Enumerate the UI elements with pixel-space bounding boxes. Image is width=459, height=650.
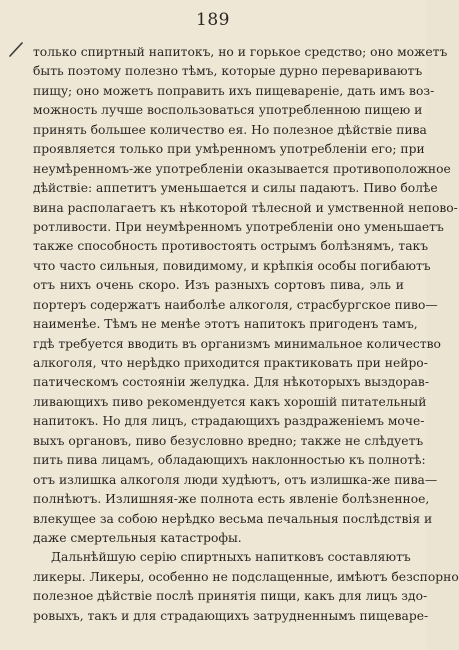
text-line: отъ нихъ очень скоро. Изъ разныхъ сортовъ пива, эль и (33, 278, 404, 293)
text-line: также способность противостоять острымъ болѣзнямъ, такъ (33, 239, 429, 254)
text-line: ровыхъ, такъ и для страдающихъ затрудненнымъ пищеваре- (33, 608, 429, 623)
text-line: напитокъ. Но для лицъ, страдающихъ раздраженіемъ моче- (33, 414, 425, 429)
page-number: 189 (196, 10, 230, 30)
text-line: принять большее количество ея. Но полезное дѣйствіе пива (33, 122, 427, 137)
text-line: ливающихъ пиво рекомендуется какъ хорошій питательный (33, 394, 427, 409)
text-line: наименѣе. Тѣмъ не менѣе этотъ напитокъ пригоденъ тамъ, (33, 317, 418, 332)
text-line: выхъ органовъ, пиво безусловно вредно; также не слѣдуетъ (33, 433, 424, 448)
text-line: только спиртный напитокъ, но и горькое средство; оно можетъ (33, 45, 448, 59)
text-line: полезное дѣйствіе послѣ принятія пищи, какъ для лицъ здо- (33, 589, 428, 604)
text-line: портеръ содержатъ наиболѣе алкоголя, страсбургское пиво— (33, 297, 438, 312)
text-line: быть поэтому полезно тѣмъ, которые дурно перевариваютъ (33, 64, 423, 79)
text-line: неумѣренномъ-же употребленіи оказывается противоположное (33, 161, 451, 176)
text-line: что часто сильныя, повидимому, и крѣпкія особы погибаютъ (33, 258, 431, 273)
text-line: пищу; оно можетъ поправить ихъ пищевареніе, дать имъ воз- (33, 83, 435, 98)
text-line: пить пива лицамъ, обладающихъ наклонностью къ полнотѣ: (33, 453, 426, 468)
text-line: дѣйствіе: аппетитъ уменьшается и силы падаютъ. Пиво болѣе (33, 181, 438, 196)
text-line: влекущее за собою нерѣдко весьма печальныя послѣдствія и (33, 511, 433, 526)
text-line: даже смертельныя катастрофы. (33, 530, 242, 545)
text-line: ротливости. При неумѣренномъ употребленіи оно уменьшаетъ (33, 219, 444, 234)
text-line: ликеры. Ликеры, особенно не подслащенные, имѣютъ безспорно (33, 569, 459, 584)
text-line: гдѣ требуется вводить въ организмъ минимальное количество (33, 336, 441, 351)
text-line: можность лучше воспользоваться употребленною пищею и (33, 103, 423, 118)
text-line: вина располагаетъ къ нѣкоторой тѣлесной и умственной непово- (33, 200, 458, 215)
text-line: полнѣютъ. Излишняя-же полнота есть явленіе болѣзненное, (33, 492, 430, 507)
text-line: алкоголя, что нерѣдко приходится практиковать при нейро- (33, 356, 428, 370)
body-text (33, 43, 459, 626)
text-line: патическомъ состояніи желудка. Для нѣкоторыхъ выздорав- (33, 375, 430, 390)
text-line: Дальнѣйшую серію спиртныхъ напитковъ составляютъ (51, 550, 411, 565)
pencil-margin-mark (8, 40, 24, 58)
text-line: проявляется только при умѣренномъ употребленіи его; при (33, 142, 425, 157)
text-line: отъ излишка алкоголя люди худѣютъ, отъ излишка-же пива— (33, 472, 438, 487)
